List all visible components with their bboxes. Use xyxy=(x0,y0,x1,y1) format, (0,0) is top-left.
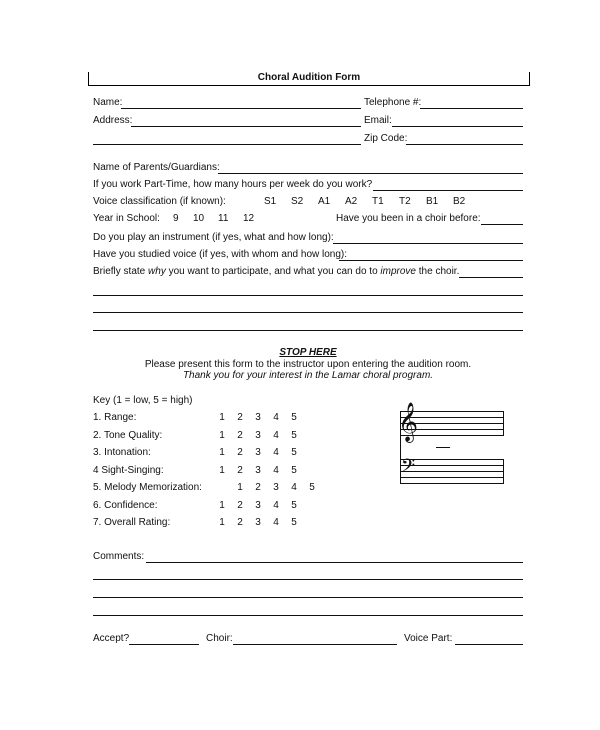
rating-score[interactable]: 4 xyxy=(291,482,297,493)
briefly-line-3[interactable] xyxy=(93,302,523,313)
rating-score[interactable]: 2 xyxy=(237,447,243,458)
rating-score[interactable]: 2 xyxy=(237,412,243,423)
staff-line xyxy=(400,459,504,460)
rating-score[interactable]: 3 xyxy=(255,465,261,476)
parents-label: Name of Parents/Guardians: xyxy=(93,162,220,173)
parents-field[interactable] xyxy=(218,163,523,174)
address-field[interactable] xyxy=(131,116,361,127)
voice-option-b2[interactable]: B2 xyxy=(453,196,466,207)
choir-field[interactable] xyxy=(233,634,397,645)
zip-field[interactable] xyxy=(406,134,523,145)
staff-line xyxy=(400,471,504,472)
address-label: Address: xyxy=(93,115,133,126)
instrument-field[interactable] xyxy=(333,233,523,244)
voice-option-a1[interactable]: A1 xyxy=(318,196,331,207)
rating-score[interactable]: 3 xyxy=(255,430,261,441)
voice-part-label: Voice Part: xyxy=(404,633,453,644)
rating-score[interactable]: 2 xyxy=(237,465,243,476)
year-option-10[interactable]: 10 xyxy=(193,213,205,224)
voice-option-s1[interactable]: S1 xyxy=(264,196,277,207)
rating-score[interactable]: 5 xyxy=(291,447,297,458)
rating-score[interactable]: 5 xyxy=(291,500,297,511)
rating-score[interactable]: 3 xyxy=(255,500,261,511)
briefly-line-2[interactable] xyxy=(93,285,523,296)
stop-instruction: Please present this form to the instructor upon entering the audition room. xyxy=(144,359,472,370)
rating-label-sight-singing: 4 Sight-Singing: xyxy=(93,465,164,476)
rating-score[interactable]: 4 xyxy=(273,430,279,441)
rating-score[interactable]: 3 xyxy=(255,517,261,528)
rating-key: Key (1 = low, 5 = high) xyxy=(93,395,193,406)
stop-thanks: Thank you for your interest in the Lamar choral program. xyxy=(182,370,434,381)
rating-score[interactable]: 4 xyxy=(273,517,279,528)
instrument-label: Do you play an instrument (if yes, what and how long): xyxy=(93,232,334,243)
year-option-9[interactable]: 9 xyxy=(173,213,179,224)
bass-clef-icon: 𝄢 xyxy=(401,456,416,481)
rating-score[interactable]: 1 xyxy=(219,447,225,458)
voice-option-s2[interactable]: S2 xyxy=(291,196,304,207)
rating-score[interactable]: 3 xyxy=(255,447,261,458)
rating-score[interactable]: 5 xyxy=(291,412,297,423)
choir-before-field[interactable] xyxy=(481,214,523,225)
staff-line xyxy=(400,477,504,478)
year-option-11[interactable]: 11 xyxy=(218,213,229,224)
address-line-2-field[interactable] xyxy=(93,134,361,145)
form-title: Choral Audition Form xyxy=(257,72,361,83)
comments-line-2[interactable] xyxy=(93,569,523,580)
studied-field[interactable] xyxy=(339,250,523,261)
rating-label-confidence: 6. Confidence: xyxy=(93,500,158,511)
rating-score[interactable]: 3 xyxy=(255,412,261,423)
rating-score[interactable]: 4 xyxy=(273,500,279,511)
ledger-line xyxy=(436,447,450,448)
voice-option-a2[interactable]: A2 xyxy=(345,196,358,207)
work-label: If you work Part-Time, how many hours per week do you work? xyxy=(93,179,373,190)
zip-label: Zip Code: xyxy=(364,133,408,144)
briefly-line-4[interactable] xyxy=(93,320,523,331)
rating-score[interactable]: 4 xyxy=(273,447,279,458)
rating-score[interactable]: 2 xyxy=(237,430,243,441)
briefly-label: Briefly state why you want to participate, and what you can do to improve the choir. xyxy=(93,266,460,277)
year-label: Year in School: xyxy=(93,213,160,224)
treble-clef-icon: 𝄞 xyxy=(398,402,419,442)
rating-label-tone-quality: 2. Tone Quality: xyxy=(93,430,163,441)
comments-line-4[interactable] xyxy=(93,605,523,616)
rating-score[interactable]: 1 xyxy=(237,482,243,493)
rating-score[interactable]: 2 xyxy=(237,500,243,511)
voice-option-t1[interactable]: T1 xyxy=(372,196,384,207)
briefly-field[interactable] xyxy=(459,267,523,278)
rating-label-range: 1. Range: xyxy=(93,412,137,423)
telephone-label: Telephone #: xyxy=(364,97,422,108)
telephone-field[interactable] xyxy=(420,98,523,109)
work-field[interactable] xyxy=(373,180,523,191)
rating-score[interactable]: 1 xyxy=(219,412,225,423)
accept-label: Accept? xyxy=(93,633,130,644)
rating-score[interactable]: 5 xyxy=(291,465,297,476)
voice-part-field[interactable] xyxy=(455,634,523,645)
comments-line-3[interactable] xyxy=(93,587,523,598)
comments-field[interactable] xyxy=(146,552,523,563)
rating-score[interactable]: 5 xyxy=(291,430,297,441)
rating-score[interactable]: 5 xyxy=(309,482,315,493)
name-label: Name: xyxy=(93,97,123,108)
rating-score[interactable]: 1 xyxy=(219,430,225,441)
studied-label: Have you studied voice (if yes, with whom and how long): xyxy=(93,249,348,260)
stop-heading: STOP HERE xyxy=(279,347,337,358)
voice-option-t2[interactable]: T2 xyxy=(399,196,411,207)
treble-barline xyxy=(503,411,504,436)
rating-score[interactable]: 4 xyxy=(273,412,279,423)
rating-score[interactable]: 2 xyxy=(237,517,243,528)
voice-option-b1[interactable]: B1 xyxy=(426,196,439,207)
rating-score[interactable]: 3 xyxy=(273,482,279,493)
music-staff xyxy=(398,402,504,489)
rating-label-intonation: 3. Intonation: xyxy=(93,447,151,458)
choir-before-label: Have you been in a choir before: xyxy=(336,213,481,224)
rating-score[interactable]: 1 xyxy=(219,517,225,528)
rating-label-melody-memorization: 5. Melody Memorization: xyxy=(93,482,202,493)
comments-label: Comments: xyxy=(93,551,145,562)
bass-barline xyxy=(503,459,504,484)
rating-score[interactable]: 1 xyxy=(219,465,225,476)
rating-score[interactable]: 5 xyxy=(291,517,297,528)
voice-label: Voice classification (if known): xyxy=(93,196,226,207)
accept-field[interactable] xyxy=(129,634,199,645)
year-option-12[interactable]: 12 xyxy=(243,213,255,224)
name-field[interactable] xyxy=(121,98,361,109)
rating-score[interactable]: 4 xyxy=(273,465,279,476)
staff-line xyxy=(400,483,504,484)
email-label: Email: xyxy=(364,115,392,126)
email-field[interactable] xyxy=(392,116,523,127)
choir-label: Choir: xyxy=(206,633,233,644)
rating-score[interactable]: 1 xyxy=(219,500,225,511)
staff-line xyxy=(400,465,504,466)
rating-label-overall-rating: 7. Overall Rating: xyxy=(93,517,171,528)
title-bar xyxy=(88,72,530,86)
rating-score[interactable]: 2 xyxy=(255,482,261,493)
